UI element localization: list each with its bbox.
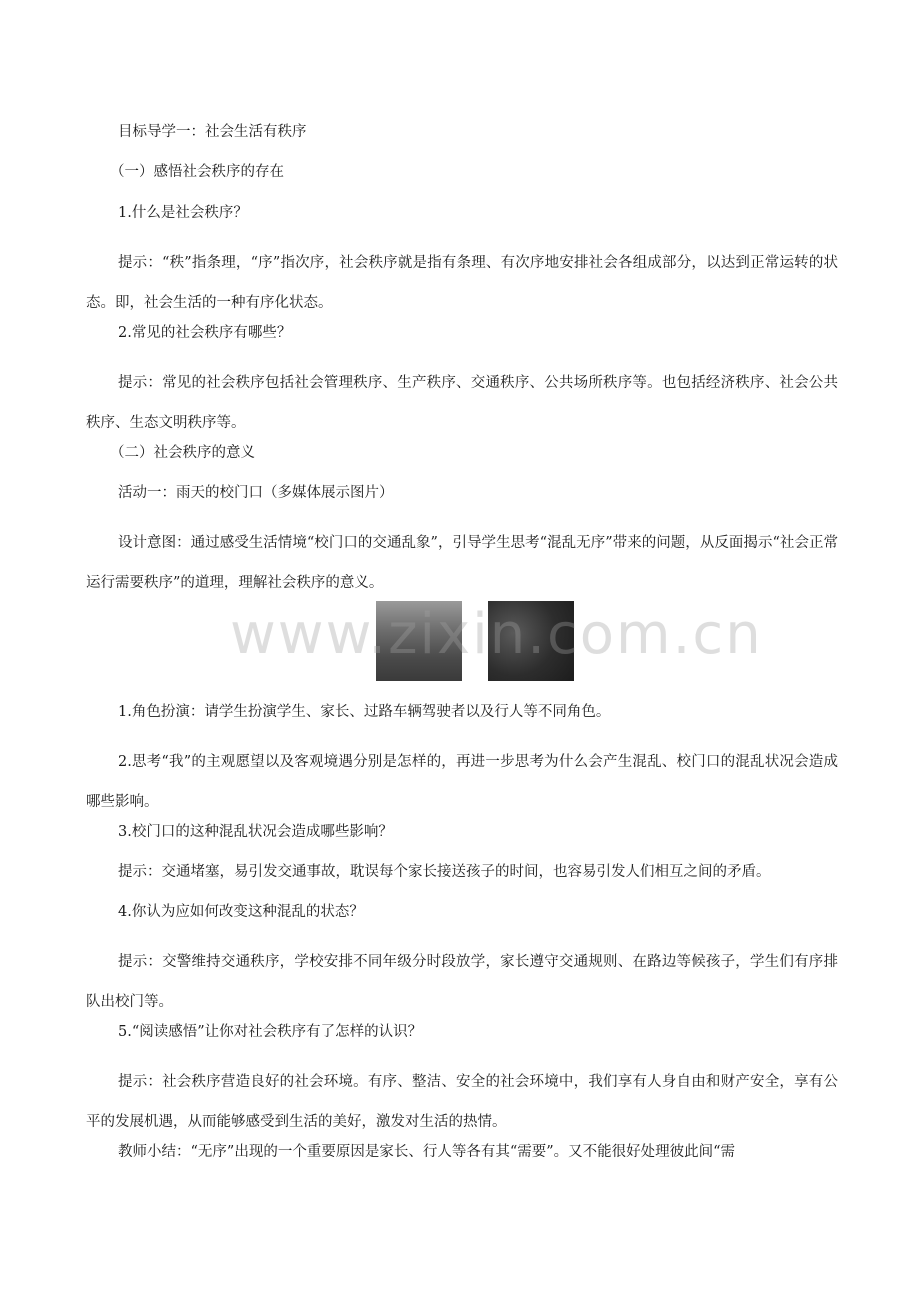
answer-2-text: 提示：常见的社会秩序包括社会管理秩序、生产秩序、交通秩序、公共场所秩序等。也包括经济秩序、社会公共秩序、生态文明秩序等。 xyxy=(86,375,838,431)
activity-title: 活动一：雨天的校门口（多媒体展示图片） xyxy=(118,485,394,501)
section-heading: 目标导学一：社会生活有秩序 xyxy=(118,124,307,140)
teacher-summary: 教师小结：“无序”出现的一个重要原因是家长、行人等各有其“需要”。又不能很好处理彼此间“需 xyxy=(118,1144,736,1160)
question-3: 3.校门口的这种混乱状况会造成哪些影响？ xyxy=(118,824,393,840)
design-intent-text: 设计意图：通过感受生活情境“校门口的交通乱象”，引导学生思考“混乱无序”带来的问题，从反面揭示“社会正常运行需要秩序”的道理，理解社会秩序的意义。 xyxy=(86,535,838,591)
answer-5-text: 提示：社会秩序营造良好的社会环境。有序、整洁、安全的社会环境中，我们享有人身自由和财产安全，享有公平的发展机遇，从而能够感受到生活的美好，激发对生活的热情。 xyxy=(86,1074,838,1130)
crowded-umbrellas-photo xyxy=(488,601,574,681)
question-5: 5.“阅读感悟”让你对社会秩序有了怎样的认识？ xyxy=(118,1024,423,1040)
school-gate-traffic-photo xyxy=(376,601,462,681)
answer-4 xyxy=(86,942,838,1022)
answer-1 xyxy=(86,243,838,323)
answer-5 xyxy=(86,1062,838,1142)
subsection-heading-1: （一）感悟社会秩序的存在 xyxy=(110,164,284,180)
answer-4-text: 提示：交警维持交通秩序，学校安排不同年级分时段放学，家长遵守交通规则、在路边等候孩子，学生们有序排队出校门等。 xyxy=(86,954,838,1010)
watermark: www.zixin.com.cn xyxy=(230,602,763,667)
step-2 xyxy=(86,742,838,822)
answer-2 xyxy=(86,363,838,443)
question-4: 4.你认为应如何改变这种混乱的状态？ xyxy=(118,904,364,920)
answer-1-text: 提示：“秩”指条理，“序”指次序，社会秩序就是指有条理、有次序地安排社会各组成部分，以达到正常运转的状态。即，社会生活的一种有序化状态。 xyxy=(86,255,838,311)
step-1: 1.角色扮演：请学生扮演学生、家长、过路车辆驾驶者以及行人等不同角色。 xyxy=(118,704,611,720)
design-intent xyxy=(86,523,838,603)
question-2: 2.常见的社会秩序有哪些？ xyxy=(118,325,292,341)
step-2-text: 2.思考“我”的主观愿望以及客观境遇分别是怎样的，再进一步思考为什么会产生混乱、校门口的混乱状况会造成哪些影响。 xyxy=(86,754,838,810)
answer-3: 提示：交通堵塞，易引发交通事故，耽误每个家长接送孩子的时间，也容易引发人们相互之间的矛盾。 xyxy=(118,864,771,880)
subsection-heading-2: （二）社会秩序的意义 xyxy=(110,445,255,461)
question-1: 1.什么是社会秩序？ xyxy=(118,205,248,221)
